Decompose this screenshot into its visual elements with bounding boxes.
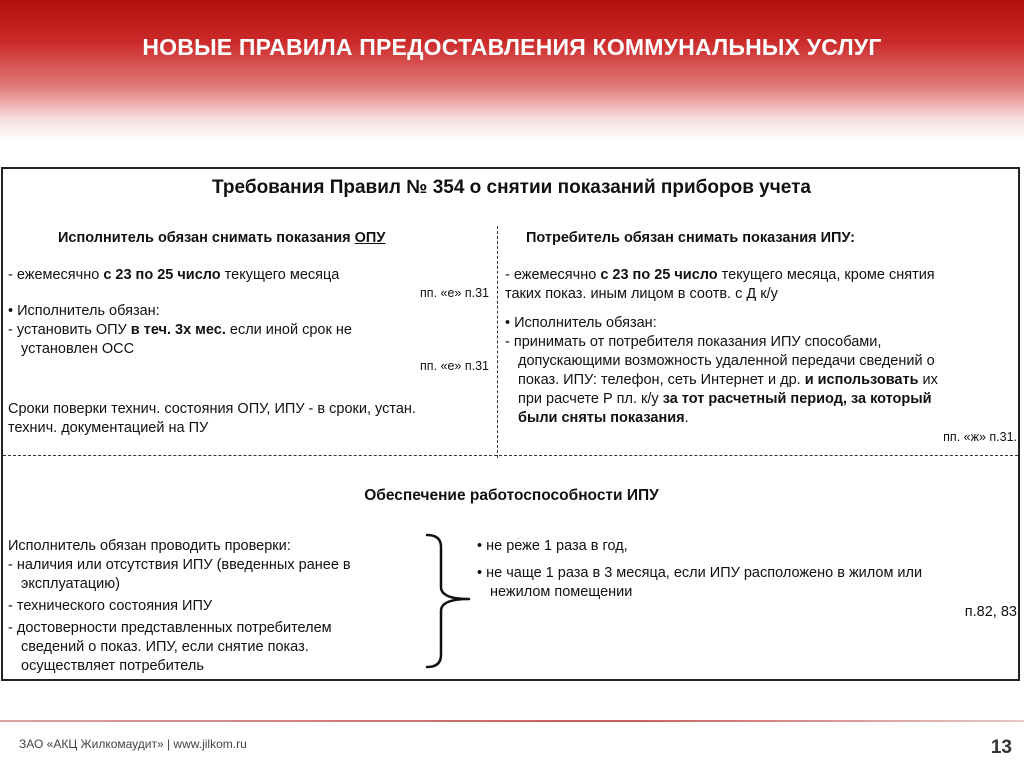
header-banner [0, 0, 1024, 140]
left-reference-1: пп. «е» п.31 [420, 286, 489, 300]
footer-company: ЗАО «АКЦ Жилкомаудит» | www.jilkom.ru [19, 737, 247, 751]
right-reference: пп. «ж» п.31. [943, 430, 1017, 444]
left-verification-terms: Сроки поверки технич. состояния ОПУ, ИПУ - в сроки, устан. технич. документацией на ПУ [8, 401, 416, 436]
curly-brace-path [427, 535, 469, 667]
section2-left-checks: Исполнитель обязан проводить проверки: - наличия или отсутствия ИПУ (введенных ранее в эксплуатацию) - технического состояния ИПУ - достоверности представленных потребителем сведений о показ. ИПУ, если снятие показ. осуществляет потребитель [8, 538, 351, 674]
page-number: 13 [990, 737, 1012, 758]
left-obligations: • Исполнитель обязан: - установить ОПУ в теч. 3х мес. если иной срок не установлен ОСС [8, 303, 352, 357]
left-reference-2: пп. «е» п.31 [420, 359, 489, 373]
section2-reference: п.82, 83 [964, 604, 1017, 620]
table-title: Требования Правил № 354 о снятии показаний приборов учета [212, 177, 811, 198]
left-column-heading: Исполнитель обязан снимать показания ОПУ [58, 230, 386, 246]
section2-title: Обеспечение работоспособности ИПУ [364, 487, 659, 504]
column-divider [497, 226, 498, 458]
requirements-table [1, 167, 1020, 681]
right-obligations: • Исполнитель обязан: - принимать от потребителя показания ИПУ способами, допускающими возможность удаленной передачи сведений о показ. ИПУ: телефон, сеть Интернет и др. и использовать их при расчете Р пл. к/у за тот расчетный период, за который были сняты показания. [505, 315, 938, 426]
page-title: НОВЫЕ ПРАВИЛА ПРЕДОСТАВЛЕНИЯ КОММУНАЛЬНЫХ УСЛУГ [142, 34, 882, 60]
left-item-monthly: - ежемесячно с 23 по 25 число текущего месяца [8, 267, 340, 283]
right-column-heading: Потребитель обязан снимать показания ИПУ: [526, 230, 855, 246]
footer-divider [0, 720, 1024, 722]
section-divider [3, 455, 1018, 456]
curly-brace [423, 533, 475, 669]
section2-right-frequency: • не реже 1 раза в год, • не чаще 1 раза в 3 месяца, если ИПУ расположено в жилом или нежилом помещении [477, 538, 923, 600]
right-item-monthly: - ежемесячно с 23 по 25 число текущего месяца, кроме снятия таких показ. иным лицом в соотв. с Д к/у [505, 267, 935, 302]
